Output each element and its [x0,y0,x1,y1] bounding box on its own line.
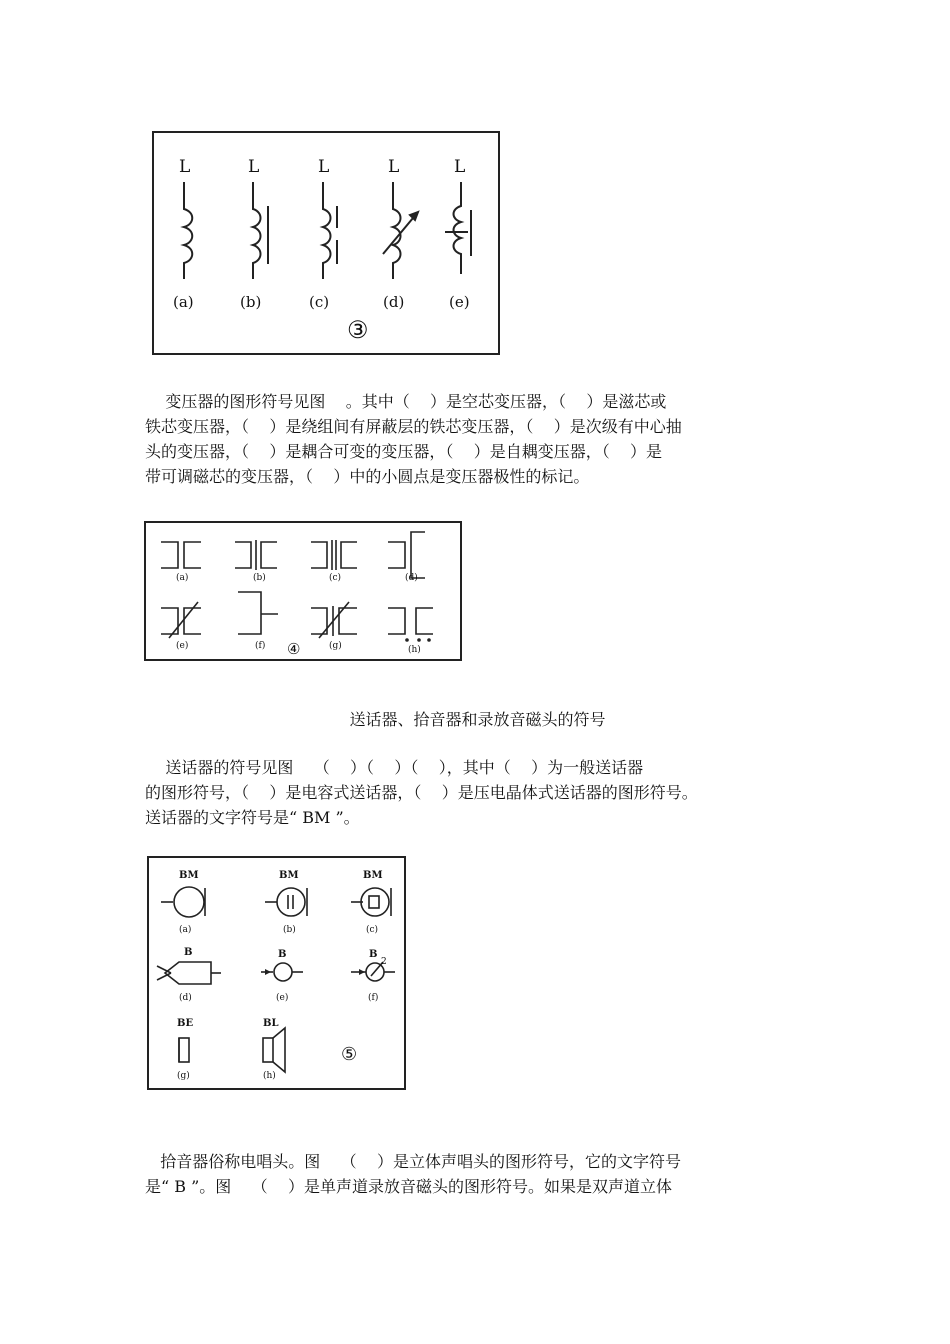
fig3-caption-b: (b) [240,293,262,311]
fig5-label-c: BM [363,870,383,881]
fig5-caption-a: (a) [179,925,192,935]
paragraph-pickup-symbols [145,1149,810,1199]
figure-3-image [143,124,505,360]
fig5-caption-h: (h) [263,1071,276,1081]
fig4-caption-c: (c) [329,573,342,583]
fig3-caption-a: (a) [173,293,194,311]
paragraph-line: 头的变压器，（ ）是耦合可变的变压器，（ ）是自耦变压器，（ ）是 [145,442,663,461]
fig4-caption-g: (g) [329,641,342,651]
fig3-label-c: L [318,157,330,177]
fig4-caption-h: (h) [408,645,421,655]
paragraph-line: 变压器的图形符号见图 。其中（ ）是空芯变压器，（ ）是滋芯或 [145,392,667,411]
fig5-label-f: B [369,949,378,960]
figure-5-microphone-symbols [143,852,409,1094]
fig4-caption-f: (f) [255,641,266,651]
fig4-caption-e: (e) [176,641,189,651]
fig3-caption-c: (c) [309,293,330,311]
paragraph-line: 是“ B ”。图 （ ）是单声道录放音磁头的图形符号。如果是双声道立体 [145,1177,672,1196]
fig3-label-b: L [248,157,260,177]
fig5-caption-c: (c) [366,925,379,935]
fig4-caption-d: (d) [405,573,418,583]
fig5-caption-g: (g) [177,1071,190,1081]
figure-3-inductor-symbols [143,124,505,360]
fig5-caption-f: (f) [368,993,379,1003]
fig5-superscript: 2 [381,957,387,967]
paragraph-line: 送话器的文字符号是“ BM ”。 [145,808,360,827]
fig4-caption-a: (a) [176,573,189,583]
fig5-label-d: B [184,947,193,958]
paragraph-line: 拾音器俗称电唱头。图 （ ）是立体声唱头的图形符号，它的文字符号 [145,1152,681,1171]
fig5-label-h: BL [263,1018,279,1029]
fig5-label-b: BM [279,870,299,881]
fig4-caption-b: (b) [253,573,266,583]
section-title: 送话器、拾音器和录放音磁头的符号 [349,710,606,729]
figure-4-transformer-symbols [143,520,463,662]
fig3-caption-d: (d) [383,293,405,311]
fig3-label-a: L [179,157,191,177]
fig3-label-d: L [388,157,400,177]
fig4-number: ④ [287,640,301,658]
fig5-caption-d: (d) [179,993,192,1003]
paragraph-transformer-symbols [145,389,810,489]
fig3-number: ③ [347,316,369,344]
fig5-caption-b: (b) [283,925,296,935]
figure-5-image [143,852,409,1094]
fig5-label-g: BE [177,1018,194,1029]
fig3-caption-e: (e) [449,293,470,311]
fig5-label-a: BM [179,870,199,881]
paragraph-line: 送话器的符号见图 （ ）（ ）（ ），其中（ ）为一般送话器 [145,758,644,777]
paragraph-line: 铁芯变压器，（ ）是绕组间有屏蔽层的铁芯变压器，（ ）是次级有中心抽 [145,417,682,436]
fig3-label-e: L [454,157,466,177]
paragraph-line: 带可调磁芯的变压器，（ ）中的小圆点是变压器极性的标记。 [145,467,590,486]
paragraph-line: 的图形符号，（ ）是电容式送话器，（ ）是压电晶体式送话器的图形符号。 [145,783,698,802]
fig5-caption-e: (e) [276,993,289,1003]
fig5-label-e: B [278,949,287,960]
figure-4-image [143,520,463,662]
paragraph-microphone-symbols [145,755,810,830]
fig5-number: ⑤ [341,1044,358,1065]
